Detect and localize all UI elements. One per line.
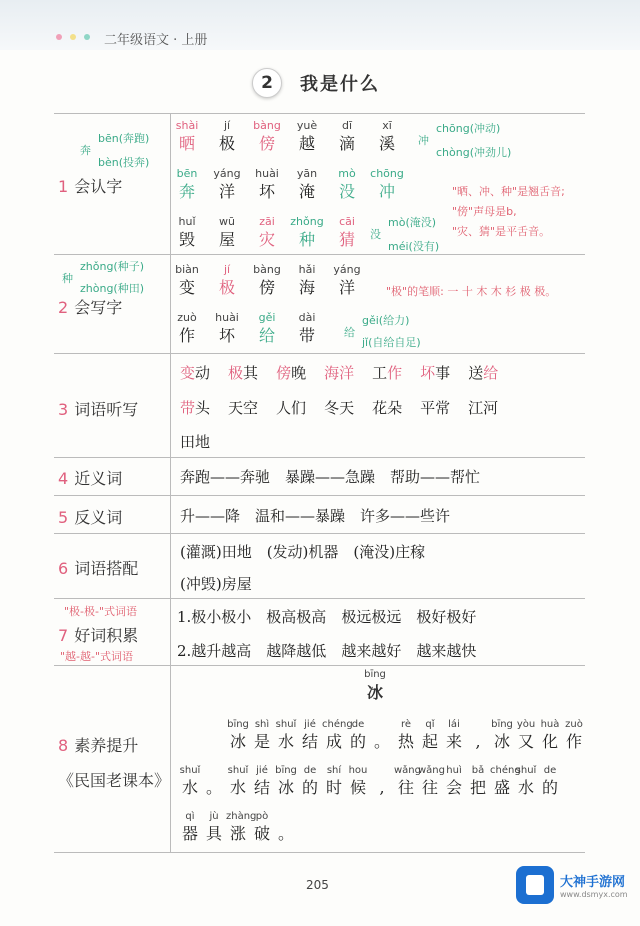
section-label: 8 素养提升 <box>58 736 139 755</box>
header-bar <box>0 0 640 50</box>
dictation-word: 江河 <box>468 399 499 417</box>
poem-char: shuǐ 水 <box>179 765 201 797</box>
char-cell: bàng 傍 <box>253 263 281 297</box>
poem-char: qǐ 起 <box>421 719 438 751</box>
dot-pink <box>56 34 62 40</box>
poem-char <box>202 718 226 752</box>
table-line <box>54 495 585 496</box>
polyphone-reading: bèn(投奔) <box>98 156 150 169</box>
char-cell: jí 极 <box>218 263 235 297</box>
poem-char: chéng 成 <box>322 719 353 751</box>
dictation-line <box>180 431 228 452</box>
char-cell: shài 晒 <box>175 119 199 153</box>
char-cell: gěi 给 <box>258 311 276 345</box>
char-cell: zāi 灾 <box>258 215 275 249</box>
char-cell: yuè 越 <box>296 119 318 153</box>
poem-char: , <box>475 732 481 751</box>
poem-char: huà 化 <box>540 719 560 751</box>
stroke-order-note: "极"的笔顺: 一 十 木 木 杉 极 极。 <box>386 285 557 298</box>
antonyms-line: 升——降 温和——暴躁 许多——些许 <box>180 507 451 525</box>
dot-green <box>84 34 90 40</box>
poem-char: qì 器 <box>181 811 198 843</box>
polyphone-reading: chòng(冲劲儿) <box>436 146 512 159</box>
pronunciation-tip: "傍"声母是b, <box>452 205 517 218</box>
table-line <box>54 353 585 354</box>
polyphone-reading: gěi(给力) <box>362 314 410 327</box>
table-line <box>54 598 585 599</box>
char-cell: huǐ 毁 <box>178 215 196 249</box>
poem-char: , <box>379 778 385 797</box>
poem-char: bīng 冰 <box>275 765 297 797</box>
char-cell: hǎi 海 <box>298 263 316 297</box>
char-cell: wū 屋 <box>218 215 235 249</box>
section-label: 7 好词积累 <box>58 626 139 645</box>
poem-char: chéng 盛 <box>490 765 521 797</box>
dictation-word: 送给 <box>468 364 499 382</box>
polyphone-char: 没 <box>370 228 381 241</box>
section-label: 1 会认字 <box>58 177 123 196</box>
char-cell: dài 带 <box>298 311 316 345</box>
char-cell: cāi 猜 <box>338 215 355 249</box>
page-number: 205 <box>306 878 329 892</box>
dictation-word: 花朵 <box>372 399 403 417</box>
section-label: 3 词语听写 <box>58 400 139 419</box>
poem-char: 。 <box>277 824 294 843</box>
poem-char: jié 结 <box>253 765 270 797</box>
polyphone-char: 奔 <box>80 144 91 157</box>
polyphone-reading: bēn(奔跑) <box>98 132 150 145</box>
poem-char: zuò 作 <box>565 719 583 751</box>
char-cell: jí 极 <box>218 119 235 153</box>
poem-char: rè 热 <box>397 719 414 751</box>
char-cell: zuò 作 <box>177 311 197 345</box>
poem-char: lái 来 <box>445 719 462 751</box>
table-line <box>54 852 585 853</box>
poem-row <box>178 810 298 844</box>
poem-char: de 的 <box>301 765 318 797</box>
poem-row <box>178 718 586 752</box>
collocation-line: (冲毁)房屋 <box>180 575 252 593</box>
polyphone-reading: méi(没有) <box>388 240 440 253</box>
polyphone-char: 种 <box>62 272 73 285</box>
dictation-word: 坏事 <box>420 364 451 382</box>
dictation-word: 工作 <box>372 364 403 382</box>
polyphone-reading: chōng(冲动) <box>436 122 501 135</box>
dictation-word: 带头 <box>180 399 211 417</box>
char-cell: xī 溪 <box>378 119 395 153</box>
section-label: 4 近义词 <box>58 469 123 488</box>
char-cell: huài 坏 <box>255 167 279 201</box>
char-cell: zhǒng 种 <box>290 215 324 249</box>
header-dots <box>56 34 90 40</box>
poem-char: shí 时 <box>325 765 342 797</box>
lesson-title: 我是什么 <box>300 74 380 95</box>
pronunciation-tip: "灾、猜"是平舌音。 <box>452 225 551 238</box>
section-label: 6 词语搭配 <box>58 559 139 578</box>
dictation-line <box>180 397 516 418</box>
char-cell: chōng 冲 <box>370 167 404 201</box>
polyphone-reading: mò(淹没) <box>388 216 437 229</box>
poem-char: bīng 冰 <box>227 719 249 751</box>
poem-char: jié 结 <box>301 719 318 751</box>
dictation-line <box>180 362 516 383</box>
site-logo: 大神手游网 www.dsmyx.com <box>516 866 628 904</box>
polyphone-reading: zhǒng(种子) <box>80 260 145 273</box>
poem-char: bīng 冰 <box>491 719 513 751</box>
lesson-number: 2 <box>252 68 282 98</box>
poem-char: yòu 又 <box>516 719 536 751</box>
dictation-word: 傍晚 <box>276 364 307 382</box>
poem-char: pò 破 <box>253 811 270 843</box>
poem-char: shuǐ 水 <box>515 765 537 797</box>
poem-char: zhàng 涨 <box>226 811 257 843</box>
char-cell: mò 没 <box>338 167 356 201</box>
dictation-word: 变动 <box>180 364 211 382</box>
dictation-word: 极其 <box>228 364 259 382</box>
cube-icon <box>516 866 554 904</box>
poem-char: 。 <box>205 778 222 797</box>
dot-yellow <box>70 34 76 40</box>
section-subtitle: 《民国老课本》 <box>58 771 171 790</box>
char-cell: dī 滴 <box>338 119 355 153</box>
section-label: 2 会写字 <box>58 298 123 317</box>
poem-char: bǎ 把 <box>469 765 486 797</box>
table-line <box>54 665 585 666</box>
poem-char: shuǐ 水 <box>275 719 297 751</box>
char-cell: bēn 奔 <box>176 167 198 201</box>
dictation-word: 田地 <box>180 433 211 451</box>
polyphone-reading: zhòng(种田) <box>80 282 145 295</box>
dictation-word: 天空 <box>228 399 259 417</box>
poem-title: bīng 冰 <box>364 669 386 702</box>
polyphone-char: 给 <box>344 326 355 339</box>
char-cell: yáng 洋 <box>333 263 361 297</box>
poem-char <box>178 718 202 752</box>
table-line <box>54 533 585 534</box>
dictation-word: 海洋 <box>324 364 355 382</box>
dictation-word: 人们 <box>276 399 307 417</box>
table-line <box>54 457 585 458</box>
poem-char: 。 <box>373 732 390 751</box>
char-cell: yáng 洋 <box>213 167 241 201</box>
pronunciation-tip: "晒、冲、种"是翘舌音; <box>452 185 565 198</box>
poem-row <box>178 764 562 798</box>
word-list-line: 2.越升越高 越降越低 越来越好 越来越快 <box>177 642 477 660</box>
char-cell: biàn 变 <box>175 263 199 297</box>
char-cell: huài 坏 <box>215 311 239 345</box>
dictation-word: 冬天 <box>324 399 355 417</box>
word-pattern-note: "极-极-"式词语 <box>64 605 138 618</box>
synonyms-line: 奔跑——奔驰 暴躁——急躁 帮助——帮忙 <box>180 468 481 486</box>
word-list-line: 1.极小极小 极高极高 极远极远 极好极好 <box>177 608 477 626</box>
polyphone-char: 冲 <box>418 134 429 147</box>
poem-char: de 的 <box>541 765 558 797</box>
poem-char: shuǐ 水 <box>227 765 249 797</box>
poem-char: huì 会 <box>445 765 462 797</box>
lesson-heading <box>252 68 380 98</box>
book-title: 二年级语文 · 上册 <box>104 33 208 48</box>
section-label: 5 反义词 <box>58 508 123 527</box>
poem-char: jù 具 <box>205 811 222 843</box>
poem-char: hou 候 <box>348 765 368 797</box>
collocation-line: (灌溉)田地 (发动)机器 (淹没)庄稼 <box>180 543 426 561</box>
polyphone-reading: jǐ(自给自足) <box>362 336 421 349</box>
table-line <box>54 254 585 255</box>
dictation-word: 平常 <box>420 399 451 417</box>
char-cell: yān 淹 <box>296 167 318 201</box>
poem-char: de 的 <box>349 719 366 751</box>
char-cell: bàng 傍 <box>253 119 281 153</box>
poem-char: wǎng 往 <box>394 765 421 797</box>
word-pattern-note: "越-越-"式词语 <box>60 650 134 663</box>
table-line <box>54 113 585 114</box>
poem-char: wǎng 往 <box>418 765 445 797</box>
poem-char: shì 是 <box>253 719 270 751</box>
